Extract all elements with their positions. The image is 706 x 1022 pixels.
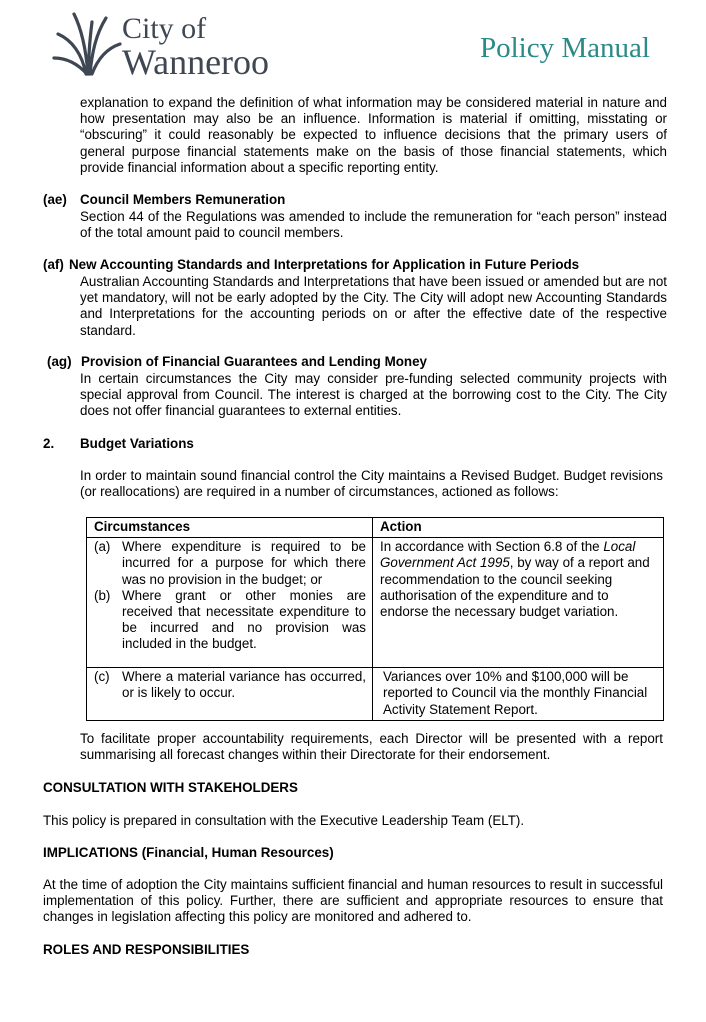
implications-body: At the time of adoption the City maintains sufficient financial and human resources to result in successful implementation of this policy. Further, there are sufficient and appropriate resources to ensure that changes in legislation affecting this policy are monitored and adhered to. bbox=[43, 877, 663, 925]
logo-text-wanneroo: Wanneroo bbox=[122, 42, 270, 82]
section-ae-marker: (ae) bbox=[43, 192, 67, 207]
item-letter: (c) bbox=[94, 669, 110, 685]
grass-tree-icon bbox=[52, 10, 122, 76]
circumstance-item-c bbox=[94, 669, 366, 701]
implications-heading: IMPLICATIONS (Financial, Human Resources) bbox=[43, 845, 334, 860]
budget-variations-table bbox=[86, 517, 664, 721]
circumstances-cell bbox=[87, 668, 373, 721]
action-cell bbox=[373, 538, 664, 668]
section-ag-marker: (ag) bbox=[47, 354, 72, 369]
action-cell: Variances over 10% and $100,000 will be reported to Council via the monthly Financial Activity Statement Report. bbox=[373, 668, 664, 721]
table-row bbox=[87, 668, 664, 721]
policy-manual-title: Policy Manual bbox=[480, 32, 650, 64]
after-table-paragraph: To facilitate proper accountability requirements, each Director will be presented with a report summarising all forecast changes within their Directorate for their endorsement. bbox=[80, 731, 663, 763]
circumstance-item-b bbox=[94, 588, 366, 653]
budget-section-title: Budget Variations bbox=[80, 436, 194, 451]
roles-heading: ROLES AND RESPONSIBILITIES bbox=[43, 942, 250, 957]
table-row bbox=[87, 538, 664, 668]
section-af-body: Australian Accounting Standards and Interpretations that have been issued or amended but are not yet mandatory, will not be early adopted by the City. The City will adopt new Accounting Standards and Interpretations for the accounting periods on or after the effective date of the respective standard. bbox=[80, 274, 667, 338]
table-header-action: Action bbox=[373, 518, 664, 538]
consultation-heading: CONSULTATION WITH STAKEHOLDERS bbox=[43, 780, 298, 795]
section-ae-title: Council Members Remuneration bbox=[80, 192, 286, 207]
circumstances-cell bbox=[87, 538, 373, 668]
city-of-wanneroo-logo bbox=[52, 10, 292, 82]
action-text-post: , by way of a report and recommendation to the council seeking authorisation of the expenditure and to endorse the necessary budget variation. bbox=[380, 555, 650, 620]
item-letter: (b) bbox=[94, 587, 111, 603]
budget-intro-paragraph: In order to maintain sound financial control the City maintains a Revised Budget. Budget revisions (or reallocations) are required in a number of circumstances, actioned as follows: bbox=[80, 468, 663, 500]
item-text: Where grant or other monies are received that necessitate expenditure to be incurred and no provision was included in the budget. bbox=[122, 587, 366, 652]
table-header-row bbox=[87, 518, 664, 538]
logo-text-city-of: City of bbox=[122, 12, 207, 45]
section-ag-title: Provision of Financial Guarantees and Lending Money bbox=[81, 354, 427, 369]
section-af-marker: (af) bbox=[43, 257, 64, 272]
budget-section-number: 2. bbox=[43, 436, 55, 451]
section-ae-body: Section 44 of the Regulations was amended to include the remuneration for “each person” instead of the total amount paid to council members. bbox=[80, 209, 667, 241]
consultation-body: This policy is prepared in consultation with the Executive Leadership Team (ELT). bbox=[43, 813, 525, 828]
circumstance-item-a bbox=[94, 539, 366, 588]
section-ag-body: In certain circumstances the City may consider pre-funding selected community projects with special approval from Council. The interest is charged at the borrowing cost to the City. The City does not offer financial guarantees to external entities. bbox=[80, 371, 667, 419]
intro-paragraph: explanation to expand the definition of what information may be considered material in nature and how presentation may also be an influence. Information is material if omitting, misstating or “obscuring” it could reasonably be expected to influence decisions that the primary users of general purpose financial statements make on the basis of those financial statements, which provide financial information about a specific reporting entity. bbox=[80, 95, 667, 175]
section-af-title: New Accounting Standards and Interpretations for Application in Future Periods bbox=[69, 257, 580, 272]
act-name-italic: Local Government Act 1995 bbox=[380, 539, 636, 571]
action-text-pre: In accordance with Section 6.8 of the bbox=[380, 539, 604, 555]
item-text: Where expenditure is required to be incurred for a purpose for which there was no provision in the budget; or bbox=[122, 539, 366, 587]
item-letter: (a) bbox=[94, 539, 111, 555]
table-header-circumstances: Circumstances bbox=[87, 518, 373, 538]
item-text: Where a material variance has occurred, or is likely to occur. bbox=[122, 669, 366, 701]
